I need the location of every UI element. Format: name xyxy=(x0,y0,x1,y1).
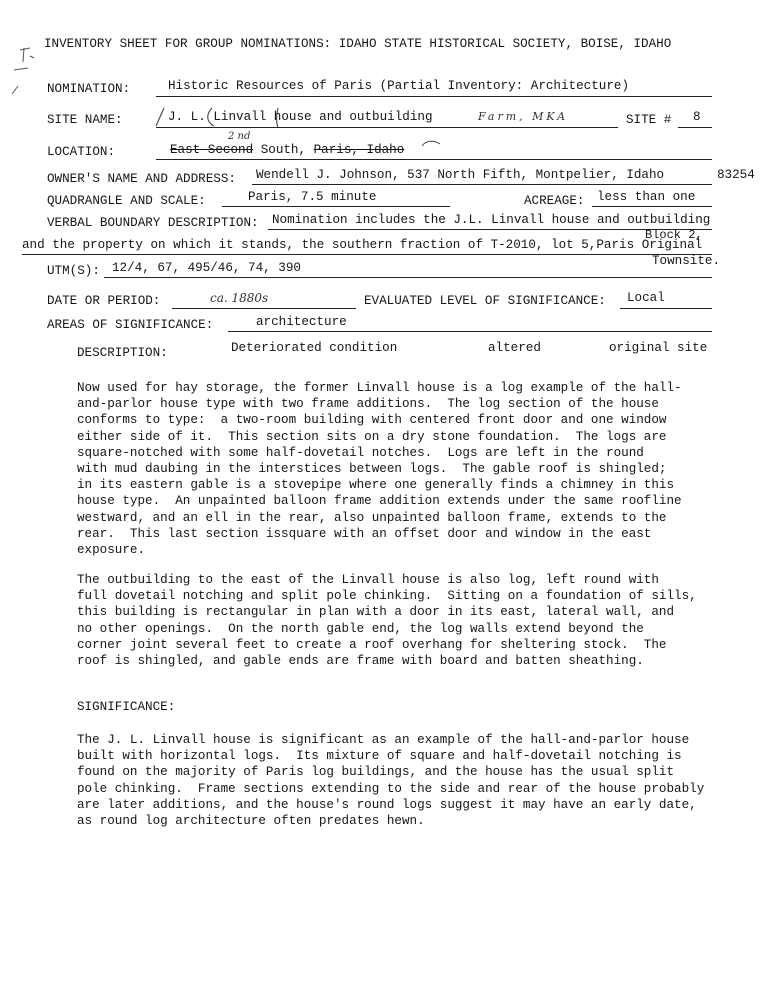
evaluated-rule xyxy=(620,308,712,309)
location-label: LOCATION: xyxy=(47,145,116,159)
location-scribble-mark xyxy=(420,138,444,152)
owner-value: Wendell J. Johnson, 537 North Fifth, Montpelier, Idaho xyxy=(256,168,665,182)
quadrangle-value: Paris, 7.5 minute xyxy=(248,190,377,204)
verbal-boundary-line1: Nomination includes the J.L. Linvall house and outbuilding xyxy=(272,213,711,227)
location-handwriting: 2 nd xyxy=(228,131,251,142)
date-label: DATE OR PERIOD: xyxy=(47,294,161,308)
evaluated-label: EVALUATED LEVEL OF SIGNIFICANCE: xyxy=(364,294,606,308)
utm-value: 12/4, 67, 495/46, 74, 390 xyxy=(112,261,301,275)
verbal-boundary-townsite: Townsite. xyxy=(652,254,721,268)
site-number-value: 8 xyxy=(693,110,701,124)
areas-label: AREAS OF SIGNIFICANCE: xyxy=(47,318,214,332)
significance-paragraph: The J. L. Linvall house is significant as an example of the hall-and-parlor house built with horizontal logs. Its mixture of square and half-dovetail notching is found on the majority of Paris log buildings, and the house has the usual split pole chinking. Frame sections extending to the side and rear of the house probably are later additions, and the house's round logs suggest it may have an early date, as round log architecture often predates hewn. xyxy=(77,733,705,829)
acreage-rule xyxy=(592,206,712,207)
condition-altered: altered xyxy=(488,341,541,355)
verbal-boundary-line2-text: and the property on which it stands, the southern fraction of T-2010, lot 5, xyxy=(22,238,597,252)
verbal-boundary-block: Block 2, xyxy=(645,228,703,242)
sheet-header: INVENTORY SHEET FOR GROUP NOMINATIONS: IDAHO STATE HISTORICAL SOCIETY, BOISE, IDAHO xyxy=(44,37,672,51)
quadrangle-rule xyxy=(222,206,450,207)
site-number-label: SITE # xyxy=(626,113,672,127)
date-value: ca. 1880s xyxy=(210,291,269,305)
significance-label: SIGNIFICANCE: xyxy=(77,700,176,714)
nomination-value: Historic Resources of Paris (Partial Inventory: Architecture) xyxy=(168,79,630,93)
location-struck-city: Paris, Idaho xyxy=(313,143,405,157)
location-value xyxy=(170,143,404,158)
condition-deteriorated: Deteriorated condition xyxy=(231,341,398,355)
location-rule xyxy=(156,159,712,160)
site-name-rule xyxy=(156,127,618,128)
verbal-boundary-line2-end: Paris Original xyxy=(596,238,703,252)
site-name-value: J. L. Linvall house and outbuilding xyxy=(168,110,433,124)
description-label: DESCRIPTION: xyxy=(77,346,168,360)
location-direction: South, xyxy=(253,143,314,157)
verbal-boundary-label: VERBAL BOUNDARY DESCRIPTION: xyxy=(47,216,259,230)
owner-rule xyxy=(252,184,712,185)
description-paragraph-1: Now used for hay storage, the former Linvall house is a log example of the hall- and-parlor house type with two frame additions. The log section of the house conforms to type: a two-room building with centered front door and one window either side of it. This section sits on a dry stone foundation. The logs are square-notched with some half-dovetail notches. Logs are left in the round with mud daubing in the interstices between logs. The gable roof is shingled; in its eastern gable is a stovepipe where one generally finds a chimney in this house type. An unpainted balloon frame addition extends under the same roofline westward, and an ell in the rear, also unpainted balloon frame, extends to the rear. This last section issquare with an offset door and window in the east exposure. xyxy=(77,381,682,558)
utm-label: UTM(S): xyxy=(47,264,100,278)
acreage-label: ACREAGE: xyxy=(524,194,585,208)
site-name-handwriting: Farm, MKA xyxy=(478,110,569,123)
condition-original-site: original site xyxy=(609,341,708,355)
areas-value: architecture xyxy=(256,315,347,329)
verbal-boundary-line2 xyxy=(22,238,702,253)
nomination-label: NOMINATION: xyxy=(47,82,131,96)
owner-label: OWNER'S NAME AND ADDRESS: xyxy=(47,172,236,186)
location-struck-street: East Second xyxy=(170,143,254,157)
utm-rule xyxy=(104,277,712,278)
owner-zip: 83254 xyxy=(717,168,755,182)
description-paragraph-2: The outbuilding to the east of the Linvall house is also log, left round with full dovetail notching and split pole chinking. Sitting on a foundation of sills, this building is rectangular in plan with a door in its east, lateral wall, and no other openings. On the north gable end, the log walls extend beyond the corner joint several feet to create a roof overhang for sheltering stock. The roof is shingled, and gable ends are frame with board and batten sheathing. xyxy=(77,573,697,669)
verbal-boundary-rule2 xyxy=(22,254,712,255)
acreage-value: less than one xyxy=(597,190,696,204)
nomination-rule xyxy=(156,96,712,97)
quadrangle-label: QUADRANGLE AND SCALE: xyxy=(47,194,206,208)
areas-rule xyxy=(228,331,712,332)
date-rule xyxy=(172,308,356,309)
site-number-rule xyxy=(678,127,712,128)
site-name-label: SITE NAME: xyxy=(47,113,123,127)
evaluated-value: Local xyxy=(627,291,665,305)
